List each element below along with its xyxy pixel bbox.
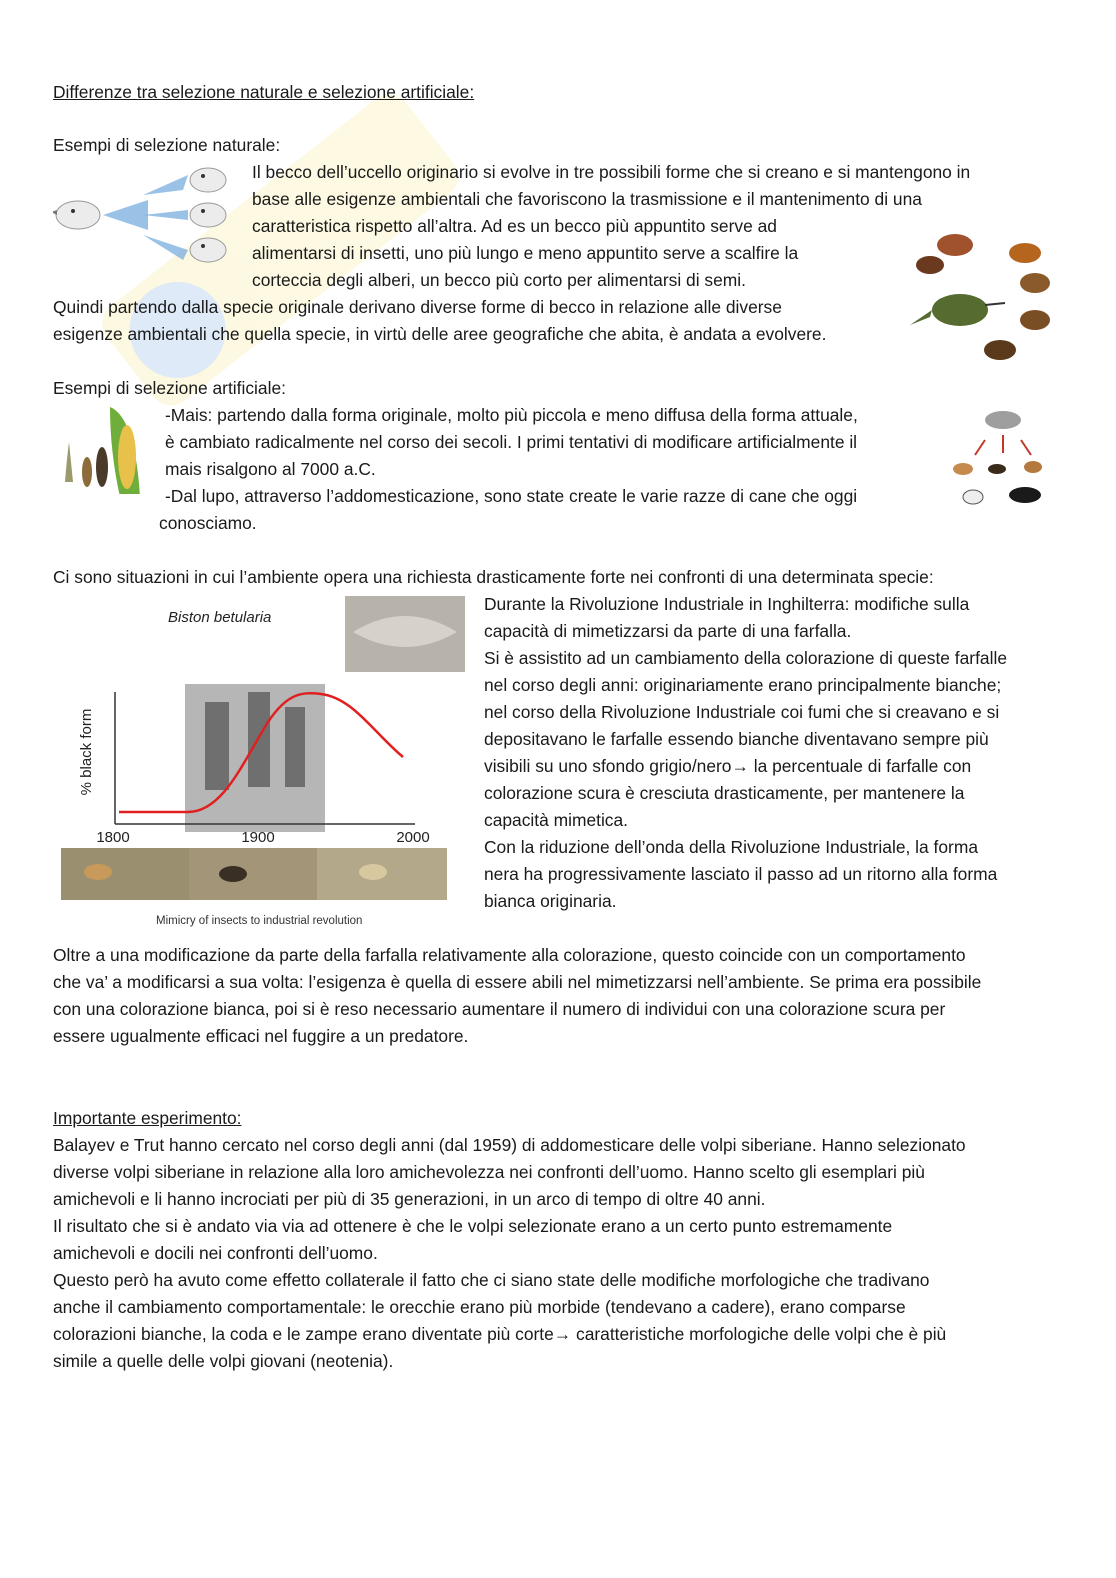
text-line: Con la riduzione dell’onda della Rivoluzione Industriale, la forma <box>484 837 978 857</box>
text-line: base alle esigenze ambientali che favoriscono la trasmissione e il mantenimento di una <box>252 189 922 209</box>
text-line: che va’ a modificarsi a sua volta: l’esigenza è quella di essere abili nel mimetizzarsi nell’ambiente. Se prima era possibile <box>53 972 982 992</box>
darwin-finches-image <box>905 225 1065 365</box>
wolf-to-dog-breeds-image <box>945 405 1055 513</box>
artificial-subheading: Esempi di selezione artificiale: <box>53 378 286 398</box>
finch-beak-diagram <box>53 160 248 270</box>
text-line: diverse volpi siberiane in relazione alla loro amichevolezza nei confronti dell’uomo. Hanno scelto gli esemplari più <box>53 1162 925 1182</box>
x-tick-label: 1800 <box>96 829 130 846</box>
text-line: nera ha progressivamente lasciato il passo ad un ritorno alla forma <box>484 864 998 884</box>
text-line: Durante la Rivoluzione Industriale in Inghilterra: modifiche sulla <box>484 594 970 614</box>
chart-title: Biston betularia <box>168 609 272 626</box>
text-line: nel corso degli anni: originariamente erano principalmente bianche; <box>484 675 1002 695</box>
text-line: mais risalgono al 7000 a.C. <box>165 459 376 479</box>
text-line: essere ugualmente efficaci nel fuggire a un predatore. <box>53 1026 469 1046</box>
text-line: conosciamo. <box>159 513 257 533</box>
text-line: bianca originaria. <box>484 891 617 911</box>
text-line: amichevoli e li hanno incrociati per più di 35 generazioni, in un arco di tempo di oltre 40 anni. <box>53 1189 766 1209</box>
text-line: -Dal lupo, attraverso l’addomesticazione, sono state create le varie razze di cane che oggi <box>165 486 858 506</box>
text-line: capacità di mimetizzarsi da parte di una farfalla. <box>484 621 852 641</box>
x-tick-label: 1900 <box>241 829 275 846</box>
maize-evolution-image <box>55 402 155 507</box>
text-line: caratteristica rispetto all’altra. Ad es un becco più appuntito serve ad <box>252 216 777 236</box>
text-line: simile a quelle delle volpi giovani (neotenia). <box>53 1351 394 1371</box>
text-line: colorazione scura è cresciuta drasticamente, per mantenere la <box>484 783 965 803</box>
text-line: è cambiato radicalmente nel corso dei secoli. I primi tentativi di modificare artificialmente il <box>165 432 858 452</box>
experiment-subheading: Importante esperimento: <box>53 1108 242 1128</box>
text-line: anche il cambiamento comportamentale: le orecchie erano più morbide (tendevano a cadere), erano comparse <box>53 1297 906 1317</box>
text-line: Il becco dell’uccello originario si evolve in tre possibili forme che si creano e si mantengono in <box>252 162 971 182</box>
text-line: esigenze ambientali che quella specie, in virtù delle aree geografiche che abita, è andata a evolvere. <box>53 324 827 344</box>
text-line: -Mais: partendo dalla forma originale, molto più piccola e meno diffusa della forma attuale, <box>165 405 858 425</box>
biston-betularia-chart <box>53 592 468 937</box>
text-line: Il risultato che si è andato via via ad ottenere è che le volpi selezionate erano a un certo punto estremamente <box>53 1216 893 1236</box>
text-line: amichevoli e docili nei confronti dell’uomo. <box>53 1243 378 1263</box>
text-line: nel corso della Rivoluzione Industriale coi fumi che si creavano e si <box>484 702 1000 722</box>
text-line: depositavano le farfalle essendo bianche diventavano sempre più <box>484 729 989 749</box>
text-line: con una colorazione bianca, poi si è reso necessario aumentare il numero di individui con una colorazione scura per <box>53 999 946 1019</box>
text-line: alimentarsi di insetti, uno più lungo e meno appuntito serve a scalfire la <box>252 243 799 263</box>
text-line: Questo però ha avuto come effetto collaterale il fatto che ci siano state delle modifiche morfologiche che tradivano <box>53 1270 930 1290</box>
y-axis-label: % black form <box>78 708 95 796</box>
x-tick-label: 2000 <box>396 829 430 846</box>
text-line: colorazioni bianche, la coda e le zampe erano diventate più corte→ caratteristiche morfologiche delle volpi che è più <box>53 1324 947 1344</box>
figure-caption: Mimicry of insects to industrial revolution <box>156 915 363 927</box>
page-title: Differenze tra selezione naturale e selezione artificiale: <box>53 82 475 102</box>
text-line: Si è assistito ad un cambiamento della colorazione di queste farfalle <box>484 648 1007 668</box>
text-line: Quindi partendo dalla specie originale derivano diverse forme di becco in relazione alle diverse <box>53 297 782 317</box>
natural-subheading: Esempi di selezione naturale: <box>53 135 281 155</box>
text-line: Balayev e Trut hanno cercato nel corso degli anni (dal 1959) di addomesticare delle volpi siberiane. Hanno selezionato <box>53 1135 966 1155</box>
text-line: Oltre a una modificazione da parte della farfalla relativamente alla colorazione, questo coincide con un comportamento <box>53 945 966 965</box>
text-line: visibili su uno sfondo grigio/nero→ la percentuale di farfalle con <box>484 756 972 776</box>
text-line: corteccia degli alberi, un becco più corto per alimentarsi di semi. <box>252 270 746 290</box>
text-line: capacità mimetica. <box>484 810 629 830</box>
text-line: Ci sono situazioni in cui l’ambiente opera una richiesta drasticamente forte nei confronti di una determinata specie: <box>53 567 934 587</box>
